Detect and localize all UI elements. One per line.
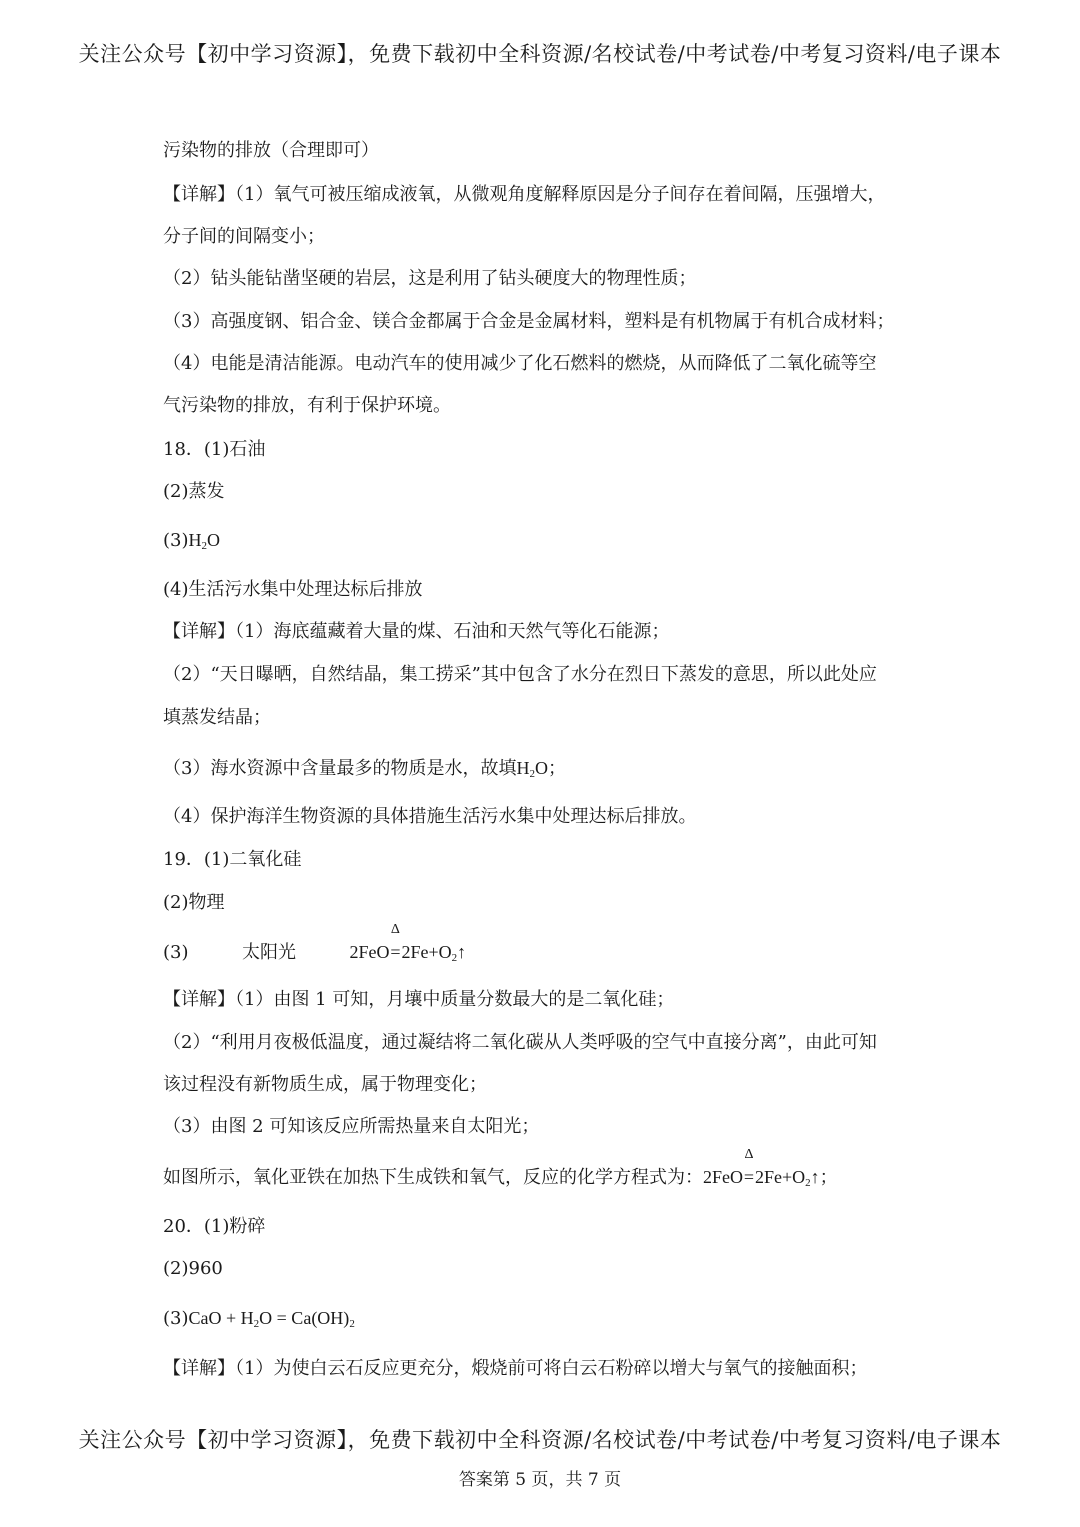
q20-answer-3	[163, 1303, 355, 1339]
q18-detail-3: （3）海水资源中含量最多的物质是水，故填$H_2O$；	[163, 758, 566, 780]
q17-detail-2: （2）钻头能钻凿坚硬的岩层，这是利用了钻头硬度大的物理性质；	[163, 268, 697, 289]
q19-detail-3: （3）由图 2 可知该反应所需热量来自太阳光；	[163, 1116, 540, 1137]
q19-answer-3-prefix: (3)	[163, 942, 189, 963]
q17-detail-1a: 【详解】（1）氧气可被压缩成液氧，从微观角度解释原因是分子间存在着间隔，压强增大，	[163, 184, 886, 205]
q20-detail-1: 【详解】（1）为使白云石反应更充分，煅烧前可将白云石粉碎以增大与氧气的接触面积；	[163, 1358, 868, 1379]
q18-detail-2b: 填蒸发结晶；	[163, 707, 271, 728]
q19-answer-1: 19．(1)二氧化硅	[163, 849, 302, 870]
q19-detail-2b: 该过程没有新物质生成，属于物理变化；	[163, 1074, 487, 1095]
q19-answer-3	[163, 922, 467, 973]
q18-answer-3-prefix: (3)	[163, 530, 189, 551]
q20-answer-2: (2)960	[163, 1258, 223, 1279]
q17-detail-4b: 气污染物的排放，有利于保护环境。	[163, 395, 451, 416]
q17-detail-4a: （4）电能是清洁能源。电动汽车的使用减少了化石燃料的燃烧，从而降低了二氧化硫等空	[163, 353, 877, 374]
top-banner: 关注公众号【初中学习资源】，免费下载初中全科资源/名校试卷/中考试卷/中考复习资料/电子课本	[78, 42, 1002, 66]
q18-answer-2: (2)蒸发	[163, 481, 225, 502]
iron-oxide-equation: 2FeO Δ $=2Fe+O_2↑$	[349, 922, 467, 964]
bottom-banner: 关注公众号【初中学习资源】，免费下载初中全科资源/名校试卷/中考试卷/中考复习资料/电子课本	[78, 1428, 1002, 1452]
q18-answer-4: (4)生活污水集中处理达标后排放	[163, 579, 423, 600]
calcium-oxide-equation: CaO + $H_2O = Ca(OH)_2$	[188, 1308, 355, 1330]
page-number: 答案第 5 页，共 7 页	[458, 1470, 622, 1490]
iron-oxide-equation: 2FeO Δ $=2Fe+O_2↑$	[703, 1147, 820, 1189]
q20-answer-3-prefix: (3)	[163, 1308, 189, 1329]
q18-detail-4: （4）保护海洋生物资源的具体措施生活污水集中处理达标后排放。	[163, 806, 697, 827]
water-formula: $H_2O$	[188, 530, 220, 552]
q19-detail-2a: （2）“利用月夜极低温度，通过凝结将二氧化碳从人类呼吸的空气中直接分离”，由此可知	[163, 1032, 877, 1053]
q18-detail-2a: （2）“天日曝晒，自然结晶，集工捞采”其中包含了水分在烈日下蒸发的意思，所以此处应	[163, 664, 877, 685]
q18-detail-1: 【详解】（1）海底蕴藏着大量的煤、石油和天然气等化石能源；	[163, 621, 670, 642]
q17-detail-3: （3）高强度钢、铝合金、镁合金都属于合金是金属材料，塑料是有机物属于有机合成材料；	[163, 311, 895, 332]
q19-answer-2: (2)物理	[163, 892, 225, 913]
q18-answer-3	[163, 525, 220, 561]
q19-detail-1: 【详解】（1）由图 1 可知，月壤中质量分数最大的是二氧化硅；	[163, 989, 675, 1010]
q20-answer-1: 20．(1)粉碎	[163, 1216, 266, 1237]
q19-detail-4: 如图所示，氧化亚铁在加热下生成铁和氧气，反应的化学方程式为：2FeO Δ $=2Fe+O_2↑$；	[163, 1147, 838, 1189]
q17-continuation: 污染物的排放（合理即可）	[163, 140, 379, 161]
water-formula: $H_2O$	[516, 758, 548, 780]
q19-answer-3-word: 太阳光	[241, 942, 296, 963]
q18-answer-1: 18．(1)石油	[163, 439, 266, 460]
q17-detail-1b: 分子间的间隔变小；	[163, 226, 325, 247]
